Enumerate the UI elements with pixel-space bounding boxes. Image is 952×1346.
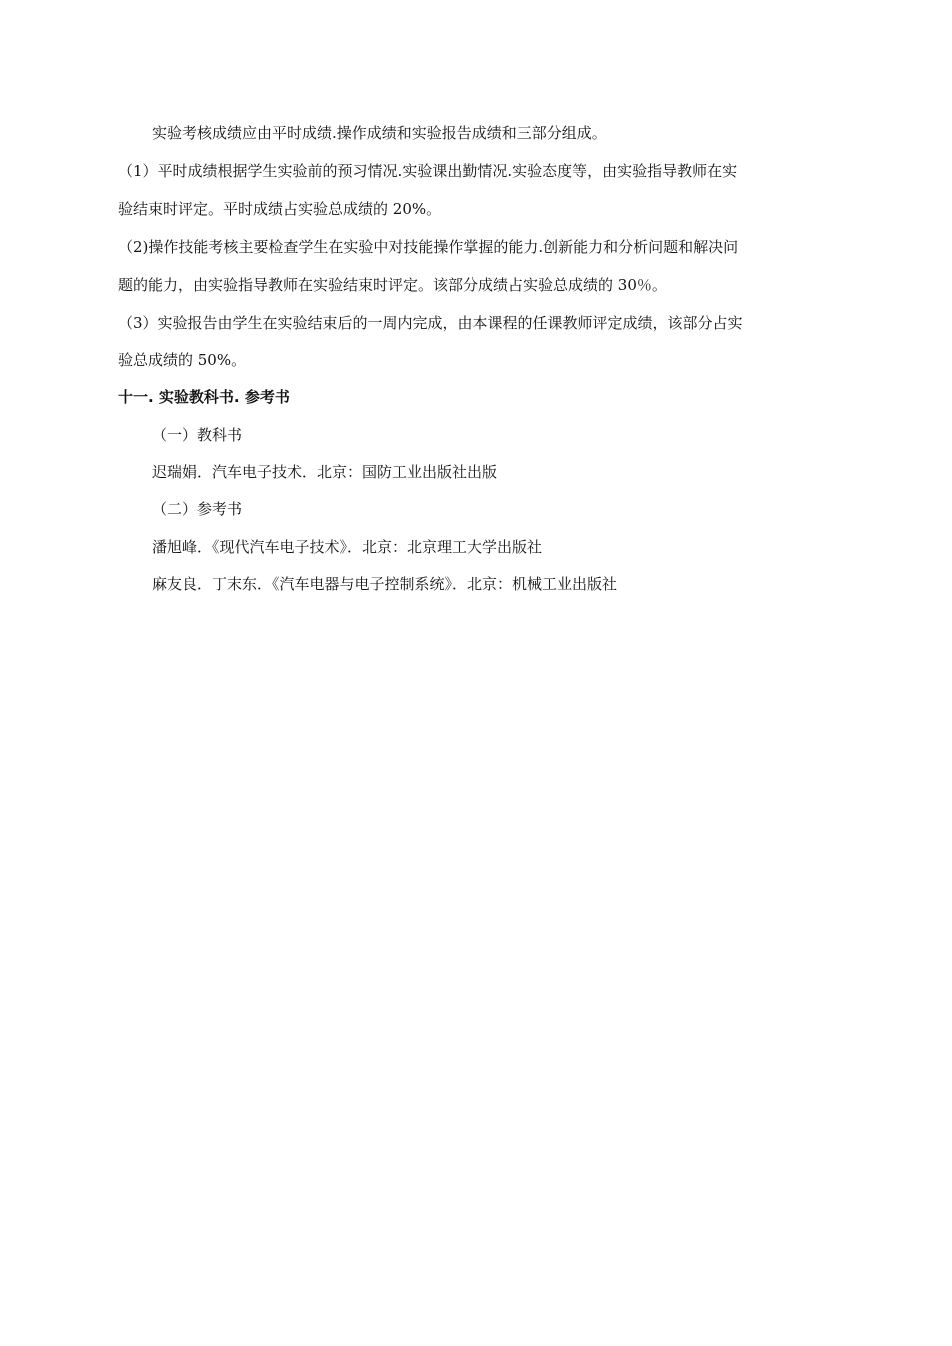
assessment-item2-line2: 题的能力，由实验指导教师在实验结束时评定。该部分成绩占实验总成绩的 30％。 [118, 276, 667, 294]
section-heading: 十一. 实验教科书. 参考书 [118, 388, 290, 406]
assessment-item2-line1: （2)操作技能考核主要检查学生在实验中对技能操作掌握的能力.创新能力和分析问题和解决问 [118, 238, 739, 256]
assessment-item1-line2: 验结束时评定。平时成绩占实验总成绩的 20%。 [118, 200, 442, 218]
assessment-item3-line1: （3）实验报告由学生在实验结束后的一周内完成，由本课程的任课教师评定成绩，该部分占实 [118, 314, 743, 332]
reference-label: （二）参考书 [152, 500, 243, 518]
assessment-item3-line2: 验总成绩的 50%。 [118, 351, 247, 369]
reference-entry-2: 麻友良．丁末东．《汽车电器与电子控制系统》．北京：机械工业出版社 [152, 575, 618, 593]
textbook-entry: 迟瑞娟．汽车电子技术．北京：国防工业出版社出版 [152, 463, 498, 481]
textbook-label: （一）教科书 [152, 426, 243, 444]
reference-entry-1: 潘旭峰．《现代汽车电子技术》．北京：北京理工大学出版社 [152, 538, 543, 556]
assessment-item1-line1: （1）平时成绩根据学生实验前的预习情况.实验课出勤情况.实验态度等，由实验指导教师在实 [118, 162, 738, 180]
assessment-intro: 实验考核成绩应由平时成绩.操作成绩和实验报告成绩和三部分组成。 [152, 124, 607, 142]
